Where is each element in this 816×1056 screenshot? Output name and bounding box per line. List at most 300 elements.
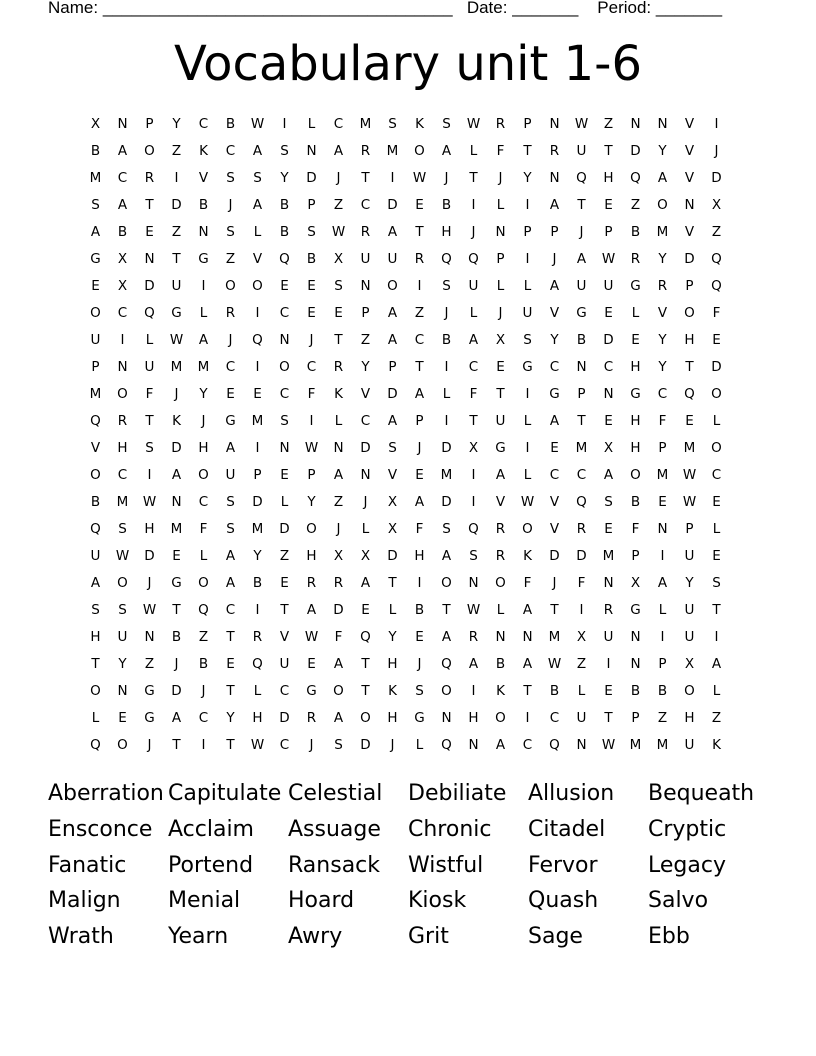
grid-letter[interactable]: X <box>603 440 614 456</box>
grid-letter[interactable]: C <box>414 332 425 348</box>
grid-letter[interactable]: E <box>307 278 316 294</box>
grid-letter[interactable]: H <box>306 548 317 564</box>
grid-letter[interactable]: T <box>361 683 370 699</box>
grid-letter[interactable]: A <box>387 305 398 321</box>
grid-letter[interactable]: B <box>252 575 263 591</box>
grid-letter[interactable]: N <box>117 116 128 132</box>
grid-letter[interactable]: W <box>250 737 265 753</box>
grid-letter[interactable]: W <box>115 548 130 564</box>
grid-letter[interactable]: V <box>549 305 560 321</box>
grid-letter[interactable]: K <box>496 683 505 699</box>
grid-letter[interactable]: C <box>198 710 209 726</box>
grid-letter[interactable]: J <box>444 305 449 321</box>
grid-letter[interactable]: G <box>576 305 587 321</box>
grid-letter[interactable]: S <box>523 332 532 348</box>
grid-letter[interactable]: J <box>201 683 206 699</box>
grid-letter[interactable]: Z <box>414 305 425 321</box>
grid-letter[interactable]: E <box>604 683 613 699</box>
grid-letter[interactable]: M <box>386 143 399 159</box>
grid-letter[interactable]: P <box>604 224 613 240</box>
grid-letter[interactable]: P <box>523 224 532 240</box>
grid-letter[interactable]: C <box>657 386 668 402</box>
grid-letter[interactable]: N <box>684 197 695 213</box>
grid-letter[interactable]: I <box>606 656 611 672</box>
grid-letter[interactable]: S <box>226 494 235 510</box>
grid-letter[interactable]: T <box>361 656 370 672</box>
grid-letter[interactable]: V <box>198 170 209 186</box>
grid-letter[interactable]: S <box>226 170 235 186</box>
grid-letter[interactable]: T <box>91 656 100 672</box>
grid-letter[interactable]: I <box>255 359 260 375</box>
grid-letter[interactable]: A <box>576 251 587 267</box>
grid-letter[interactable]: A <box>657 170 668 186</box>
grid-letter[interactable]: Z <box>603 116 614 132</box>
grid-letter[interactable]: N <box>360 467 371 483</box>
grid-letter[interactable]: E <box>415 629 424 645</box>
grid-letter[interactable]: O <box>90 305 101 321</box>
grid-letter[interactable]: K <box>712 737 721 753</box>
grid-letter[interactable]: O <box>279 359 290 375</box>
grid-letter[interactable]: X <box>117 251 128 267</box>
grid-letter[interactable]: I <box>444 413 449 429</box>
grid-letter[interactable]: P <box>388 359 397 375</box>
grid-letter[interactable]: T <box>577 197 586 213</box>
grid-letter[interactable]: L <box>523 278 532 294</box>
grid-letter[interactable]: F <box>658 413 667 429</box>
grid-letter[interactable]: E <box>415 467 424 483</box>
grid-letter[interactable]: L <box>145 332 154 348</box>
grid-letter[interactable]: N <box>117 683 128 699</box>
grid-letter[interactable]: Y <box>226 710 235 726</box>
grid-letter[interactable]: A <box>441 143 452 159</box>
grid-letter[interactable]: A <box>333 656 344 672</box>
grid-letter[interactable]: E <box>172 548 181 564</box>
grid-letter[interactable]: U <box>279 656 290 672</box>
grid-letter[interactable]: W <box>466 602 481 618</box>
grid-letter[interactable]: N <box>306 143 317 159</box>
grid-letter[interactable]: L <box>199 548 208 564</box>
grid-letter[interactable]: T <box>145 413 154 429</box>
grid-letter[interactable]: Q <box>90 737 101 753</box>
grid-letter[interactable]: B <box>117 224 128 240</box>
grid-letter[interactable]: D <box>630 143 641 159</box>
grid-letter[interactable]: Q <box>90 413 101 429</box>
grid-letter[interactable]: D <box>360 440 371 456</box>
grid-letter[interactable]: J <box>147 737 152 753</box>
grid-letter[interactable]: O <box>225 278 236 294</box>
grid-letter[interactable]: Q <box>441 251 452 267</box>
grid-letter[interactable]: E <box>226 656 235 672</box>
grid-letter[interactable]: V <box>684 143 695 159</box>
grid-letter[interactable]: M <box>683 440 696 456</box>
grid-letter[interactable]: E <box>334 305 343 321</box>
grid-letter[interactable]: B <box>495 656 506 672</box>
grid-letter[interactable]: V <box>360 386 371 402</box>
grid-letter[interactable]: O <box>117 575 128 591</box>
grid-letter[interactable]: P <box>361 305 370 321</box>
grid-letter[interactable]: I <box>471 494 476 510</box>
grid-letter[interactable]: W <box>412 170 427 186</box>
grid-letter[interactable]: D <box>144 548 155 564</box>
grid-letter[interactable]: O <box>198 575 209 591</box>
grid-letter[interactable]: K <box>334 386 343 402</box>
grid-letter[interactable]: L <box>91 710 100 726</box>
grid-letter[interactable]: P <box>631 548 640 564</box>
grid-letter[interactable]: U <box>468 278 479 294</box>
grid-letter[interactable]: I <box>444 359 449 375</box>
grid-letter[interactable]: B <box>279 224 290 240</box>
grid-letter[interactable]: T <box>523 683 532 699</box>
grid-letter[interactable]: E <box>280 467 289 483</box>
grid-letter[interactable]: J <box>444 170 449 186</box>
grid-letter[interactable]: U <box>684 629 695 645</box>
grid-letter[interactable]: O <box>495 575 506 591</box>
grid-letter[interactable]: A <box>252 197 263 213</box>
grid-letter[interactable]: P <box>631 710 640 726</box>
grid-letter[interactable]: C <box>279 386 290 402</box>
grid-letter[interactable]: B <box>441 332 452 348</box>
grid-letter[interactable]: M <box>629 737 642 753</box>
grid-letter[interactable]: Q <box>279 251 290 267</box>
grid-letter[interactable]: F <box>523 575 532 591</box>
grid-letter[interactable]: C <box>360 413 371 429</box>
grid-letter[interactable]: X <box>90 116 101 132</box>
grid-letter[interactable]: L <box>631 305 640 321</box>
grid-letter[interactable]: E <box>658 494 667 510</box>
grid-letter[interactable]: J <box>552 251 557 267</box>
grid-letter[interactable]: G <box>144 710 155 726</box>
grid-letter[interactable]: Z <box>711 224 722 240</box>
grid-letter[interactable]: R <box>630 251 641 267</box>
grid-letter[interactable]: X <box>360 548 371 564</box>
grid-letter[interactable]: H <box>630 440 641 456</box>
grid-letter[interactable]: G <box>414 710 425 726</box>
grid-letter[interactable]: U <box>171 278 182 294</box>
grid-letter[interactable]: J <box>471 224 476 240</box>
grid-letter[interactable]: G <box>630 386 641 402</box>
grid-letter[interactable]: W <box>142 602 157 618</box>
grid-letter[interactable]: G <box>522 359 533 375</box>
grid-letter[interactable]: D <box>441 440 452 456</box>
grid-letter[interactable]: A <box>90 575 101 591</box>
grid-letter[interactable]: S <box>280 143 289 159</box>
name-blank[interactable]: _____________________________________ <box>102 0 453 17</box>
grid-letter[interactable]: N <box>441 710 452 726</box>
grid-letter[interactable]: A <box>90 224 101 240</box>
grid-letter[interactable]: T <box>226 683 235 699</box>
grid-letter[interactable]: D <box>603 332 614 348</box>
grid-letter[interactable]: Q <box>576 170 587 186</box>
grid-letter[interactable]: U <box>603 629 614 645</box>
grid-letter[interactable]: A <box>414 386 425 402</box>
grid-letter[interactable]: Z <box>198 629 209 645</box>
grid-letter[interactable]: V <box>549 494 560 510</box>
grid-letter[interactable]: T <box>172 251 181 267</box>
grid-letter[interactable]: T <box>172 737 181 753</box>
grid-letter[interactable]: H <box>252 710 263 726</box>
grid-letter[interactable]: R <box>144 170 155 186</box>
grid-letter[interactable]: L <box>496 602 505 618</box>
grid-letter[interactable]: A <box>306 602 317 618</box>
grid-letter[interactable]: K <box>172 413 181 429</box>
grid-letter[interactable]: R <box>360 143 371 159</box>
grid-letter[interactable]: P <box>658 440 667 456</box>
grid-letter[interactable]: C <box>360 197 371 213</box>
grid-letter[interactable]: O <box>684 683 695 699</box>
grid-letter[interactable]: J <box>390 737 395 753</box>
grid-letter[interactable]: T <box>415 359 424 375</box>
grid-letter[interactable]: S <box>91 197 100 213</box>
grid-letter[interactable]: Q <box>468 251 479 267</box>
grid-letter[interactable]: N <box>522 629 533 645</box>
grid-letter[interactable]: D <box>711 359 722 375</box>
grid-letter[interactable]: A <box>225 440 236 456</box>
grid-letter[interactable]: A <box>495 737 506 753</box>
grid-letter[interactable]: T <box>604 710 613 726</box>
grid-letter[interactable]: Y <box>199 386 208 402</box>
grid-letter[interactable]: W <box>304 629 319 645</box>
grid-letter[interactable]: V <box>495 494 506 510</box>
grid-letter[interactable]: H <box>414 548 425 564</box>
grid-letter[interactable]: T <box>415 224 424 240</box>
grid-letter[interactable]: S <box>442 521 451 537</box>
grid-letter[interactable]: N <box>117 359 128 375</box>
grid-letter[interactable]: T <box>361 170 370 186</box>
grid-letter[interactable]: J <box>336 170 341 186</box>
grid-letter[interactable]: R <box>495 548 506 564</box>
grid-letter[interactable]: E <box>631 332 640 348</box>
grid-letter[interactable]: Z <box>144 656 155 672</box>
grid-letter[interactable]: M <box>116 494 129 510</box>
grid-letter[interactable]: A <box>333 710 344 726</box>
grid-letter[interactable]: G <box>225 413 236 429</box>
grid-letter[interactable]: H <box>684 710 695 726</box>
grid-letter[interactable]: U <box>684 737 695 753</box>
grid-letter[interactable]: E <box>604 413 613 429</box>
grid-letter[interactable]: J <box>228 197 233 213</box>
grid-letter[interactable]: N <box>576 737 587 753</box>
grid-letter[interactable]: I <box>417 575 422 591</box>
grid-letter[interactable]: W <box>547 656 562 672</box>
grid-letter[interactable]: C <box>306 359 317 375</box>
grid-letter[interactable]: X <box>684 656 695 672</box>
grid-letter[interactable]: O <box>387 278 398 294</box>
grid-letter[interactable]: D <box>387 197 398 213</box>
grid-letter[interactable]: N <box>549 116 560 132</box>
grid-letter[interactable]: U <box>360 251 371 267</box>
grid-letter[interactable]: O <box>441 575 452 591</box>
grid-letter[interactable]: A <box>387 332 398 348</box>
grid-letter[interactable]: H <box>387 710 398 726</box>
grid-letter[interactable]: A <box>333 467 344 483</box>
grid-letter[interactable]: I <box>714 116 719 132</box>
grid-letter[interactable]: G <box>171 575 182 591</box>
grid-letter[interactable]: Z <box>711 710 722 726</box>
grid-letter[interactable]: P <box>307 467 316 483</box>
grid-letter[interactable]: E <box>415 197 424 213</box>
grid-letter[interactable]: V <box>90 440 101 456</box>
grid-letter[interactable]: D <box>711 170 722 186</box>
grid-letter[interactable]: S <box>334 278 343 294</box>
grid-letter[interactable]: L <box>253 224 262 240</box>
grid-letter[interactable]: Y <box>118 656 127 672</box>
grid-letter[interactable]: H <box>144 521 155 537</box>
grid-letter[interactable]: P <box>685 521 694 537</box>
grid-letter[interactable]: S <box>388 440 397 456</box>
grid-letter[interactable]: F <box>307 386 316 402</box>
grid-letter[interactable]: X <box>711 197 722 213</box>
grid-letter[interactable]: W <box>169 332 184 348</box>
grid-letter[interactable]: A <box>549 197 560 213</box>
grid-letter[interactable]: B <box>630 224 641 240</box>
grid-letter[interactable]: L <box>199 305 208 321</box>
grid-letter[interactable]: R <box>495 116 506 132</box>
grid-letter[interactable]: Q <box>711 278 722 294</box>
grid-letter[interactable]: C <box>117 170 128 186</box>
grid-letter[interactable]: O <box>306 521 317 537</box>
grid-letter[interactable]: Q <box>576 494 587 510</box>
grid-letter[interactable]: O <box>252 278 263 294</box>
grid-letter[interactable]: F <box>631 521 640 537</box>
grid-letter[interactable]: N <box>549 170 560 186</box>
grid-letter[interactable]: F <box>334 629 343 645</box>
grid-letter[interactable]: B <box>198 197 209 213</box>
grid-letter[interactable]: I <box>525 440 530 456</box>
grid-letter[interactable]: C <box>198 494 209 510</box>
grid-letter[interactable]: E <box>145 224 154 240</box>
grid-letter[interactable]: T <box>712 602 721 618</box>
grid-letter[interactable]: P <box>307 197 316 213</box>
grid-letter[interactable]: R <box>117 413 128 429</box>
grid-letter[interactable]: I <box>174 170 179 186</box>
grid-letter[interactable]: F <box>145 386 154 402</box>
grid-letter[interactable]: I <box>471 683 476 699</box>
grid-letter[interactable]: X <box>333 548 344 564</box>
grid-letter[interactable]: L <box>658 602 667 618</box>
grid-letter[interactable]: H <box>90 629 101 645</box>
grid-letter[interactable]: T <box>442 602 451 618</box>
grid-letter[interactable]: N <box>279 332 290 348</box>
grid-letter[interactable]: C <box>468 359 479 375</box>
grid-letter[interactable]: B <box>225 116 236 132</box>
grid-letter[interactable]: Q <box>684 386 695 402</box>
grid-letter[interactable]: D <box>279 521 290 537</box>
grid-letter[interactable]: E <box>712 494 721 510</box>
grid-letter[interactable]: G <box>144 683 155 699</box>
grid-letter[interactable]: G <box>549 386 560 402</box>
grid-letter[interactable]: A <box>603 467 614 483</box>
grid-letter[interactable]: O <box>360 710 371 726</box>
grid-letter[interactable]: Y <box>523 170 532 186</box>
grid-letter[interactable]: T <box>226 737 235 753</box>
grid-letter[interactable]: C <box>549 710 560 726</box>
grid-letter[interactable]: G <box>306 683 317 699</box>
grid-letter[interactable]: R <box>333 359 344 375</box>
grid-letter[interactable]: A <box>117 197 128 213</box>
grid-letter[interactable]: E <box>550 440 559 456</box>
grid-letter[interactable]: M <box>656 224 669 240</box>
grid-letter[interactable]: X <box>576 629 587 645</box>
grid-letter[interactable]: E <box>307 656 316 672</box>
grid-letter[interactable]: V <box>657 305 668 321</box>
grid-letter[interactable]: O <box>90 467 101 483</box>
grid-letter[interactable]: C <box>117 467 128 483</box>
grid-letter[interactable]: L <box>712 683 721 699</box>
grid-letter[interactable]: B <box>198 656 209 672</box>
grid-letter[interactable]: A <box>549 413 560 429</box>
grid-letter[interactable]: J <box>498 170 503 186</box>
grid-letter[interactable]: R <box>603 602 614 618</box>
grid-letter[interactable]: W <box>304 440 319 456</box>
grid-letter[interactable]: C <box>603 359 614 375</box>
grid-letter[interactable]: O <box>657 197 668 213</box>
grid-letter[interactable]: L <box>280 494 289 510</box>
grid-letter[interactable]: S <box>253 170 262 186</box>
grid-letter[interactable]: N <box>171 494 182 510</box>
grid-letter[interactable]: W <box>466 116 481 132</box>
grid-letter[interactable]: Q <box>711 251 722 267</box>
grid-letter[interactable]: E <box>280 278 289 294</box>
grid-letter[interactable]: K <box>199 143 208 159</box>
grid-letter[interactable]: W <box>520 494 535 510</box>
grid-letter[interactable]: K <box>415 116 424 132</box>
grid-letter[interactable]: P <box>658 656 667 672</box>
grid-letter[interactable]: Q <box>252 332 263 348</box>
grid-letter[interactable]: J <box>552 575 557 591</box>
grid-letter[interactable]: B <box>630 494 641 510</box>
grid-letter[interactable]: P <box>685 278 694 294</box>
grid-letter[interactable]: N <box>144 251 155 267</box>
grid-letter[interactable]: G <box>171 305 182 321</box>
grid-letter[interactable]: J <box>579 224 584 240</box>
grid-letter[interactable]: P <box>415 413 424 429</box>
grid-letter[interactable]: R <box>252 629 263 645</box>
grid-letter[interactable]: D <box>279 710 290 726</box>
grid-letter[interactable]: T <box>388 575 397 591</box>
grid-letter[interactable]: I <box>579 602 584 618</box>
grid-letter[interactable]: N <box>468 737 479 753</box>
grid-letter[interactable]: P <box>577 386 586 402</box>
grid-letter[interactable]: C <box>549 359 560 375</box>
grid-letter[interactable]: A <box>522 656 533 672</box>
grid-letter[interactable]: U <box>495 413 506 429</box>
grid-letter[interactable]: M <box>170 521 183 537</box>
grid-letter[interactable]: L <box>712 521 721 537</box>
grid-letter[interactable]: A <box>657 575 668 591</box>
grid-letter[interactable]: U <box>576 278 587 294</box>
grid-letter[interactable]: T <box>604 143 613 159</box>
grid-letter[interactable]: I <box>255 602 260 618</box>
grid-letter[interactable]: L <box>388 602 397 618</box>
grid-letter[interactable]: N <box>360 278 371 294</box>
grid-letter[interactable]: E <box>361 602 370 618</box>
grid-letter[interactable]: P <box>91 359 100 375</box>
grid-letter[interactable]: M <box>656 737 669 753</box>
grid-letter[interactable]: D <box>171 440 182 456</box>
grid-letter[interactable]: O <box>711 440 722 456</box>
grid-letter[interactable]: Y <box>172 116 181 132</box>
grid-letter[interactable]: M <box>440 467 453 483</box>
grid-letter[interactable]: D <box>441 494 452 510</box>
grid-letter[interactable]: Y <box>388 629 397 645</box>
grid-letter[interactable]: T <box>523 143 532 159</box>
grid-letter[interactable]: J <box>147 575 152 591</box>
grid-letter[interactable]: S <box>469 548 478 564</box>
grid-letter[interactable]: N <box>279 440 290 456</box>
grid-letter[interactable]: W <box>682 467 697 483</box>
grid-letter[interactable]: H <box>630 359 641 375</box>
grid-letter[interactable]: T <box>550 602 559 618</box>
